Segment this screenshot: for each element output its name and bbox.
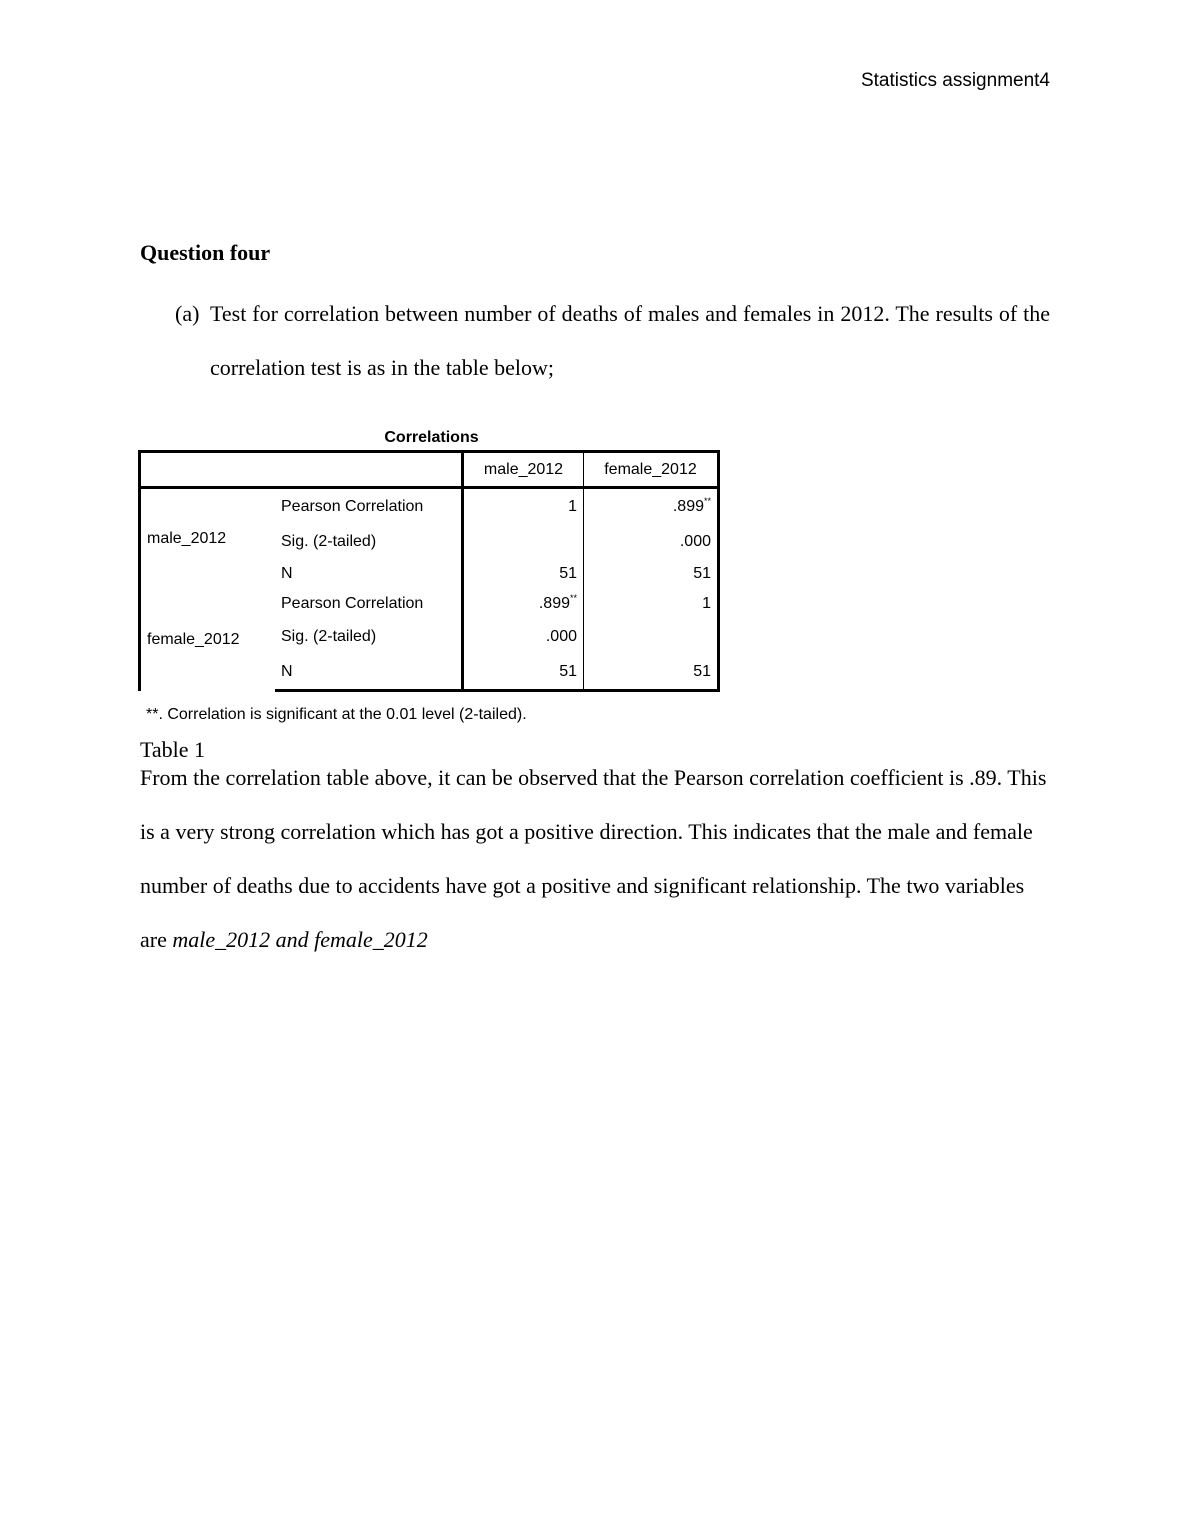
list-item-text: Test for correlation between number of deaths of males and females in 2012. The results of the correlation test is as in the table below; [210, 301, 1050, 380]
male-value-cell [463, 488, 584, 525]
significance-marker: ** [703, 495, 711, 506]
header-cell-empty [275, 452, 463, 488]
female-value-cell [584, 619, 719, 654]
male-value-cell [463, 559, 584, 589]
cell-value: 51 [693, 565, 711, 582]
header-cell-empty [140, 452, 276, 488]
row-group-label: female_2012 [140, 589, 276, 691]
header-cell-male: male_2012 [463, 452, 584, 488]
stat-label: Sig. (2-tailed) [281, 532, 377, 550]
list-marker: (a) [175, 301, 200, 326]
paragraph-italic-tail: male_2012 and female_2012 [172, 927, 428, 952]
stat-label: Pearson Correlation [281, 595, 424, 612]
table-label: Table 1 [140, 737, 206, 762]
female-value-cell [584, 559, 719, 589]
correlations-table [138, 450, 720, 692]
cell-value: .899 [538, 595, 570, 612]
male-value-cell [463, 589, 584, 619]
female-value-cell [584, 524, 719, 559]
male-value-cell [463, 619, 584, 654]
table-footnote: **. Correlation is significant at the 0.01 level (2-tailed). [146, 706, 527, 723]
table-header-row [140, 452, 719, 488]
paragraph-text: From the correlation table above, it can be observed that the Pearson correlation coefficient is .89. This is a very strong correlation which has got a positive direction. This indicates that the male and female number of deaths due to accidents have got a positive and significant relationship. The two variables are [140, 765, 1047, 952]
significance-marker: ** [569, 593, 577, 603]
cell-value: .000 [679, 532, 711, 550]
header-cell-female: female_2012 [584, 452, 719, 488]
cell-value: 51 [559, 565, 577, 582]
female-value-cell [584, 589, 719, 619]
female-value-cell [584, 654, 719, 691]
stat-label: Pearson Correlation [281, 497, 424, 515]
male-value-cell [463, 524, 584, 559]
stat-label: N [281, 565, 293, 582]
male-value-cell [463, 654, 584, 691]
body-paragraph [140, 751, 1050, 967]
stat-label: N [275, 654, 463, 691]
table-row [140, 488, 719, 525]
stat-label: Sig. (2-tailed) [281, 627, 377, 645]
row-group-label: male_2012 [140, 488, 276, 590]
cell-value: 51 [559, 662, 577, 680]
cell-value: 1 [702, 595, 711, 612]
table-row [140, 589, 719, 619]
running-head: Statistics assignment4 [860, 70, 1050, 91]
cell-value: 51 [693, 662, 711, 680]
question-heading: Question four [140, 240, 271, 265]
cell-value: .000 [545, 627, 577, 645]
cell-value: 1 [568, 497, 577, 515]
cell-value: .899 [672, 497, 704, 515]
female-value-cell [584, 488, 719, 525]
list-item-a [140, 287, 1050, 395]
table-caption: Correlations [384, 429, 479, 446]
